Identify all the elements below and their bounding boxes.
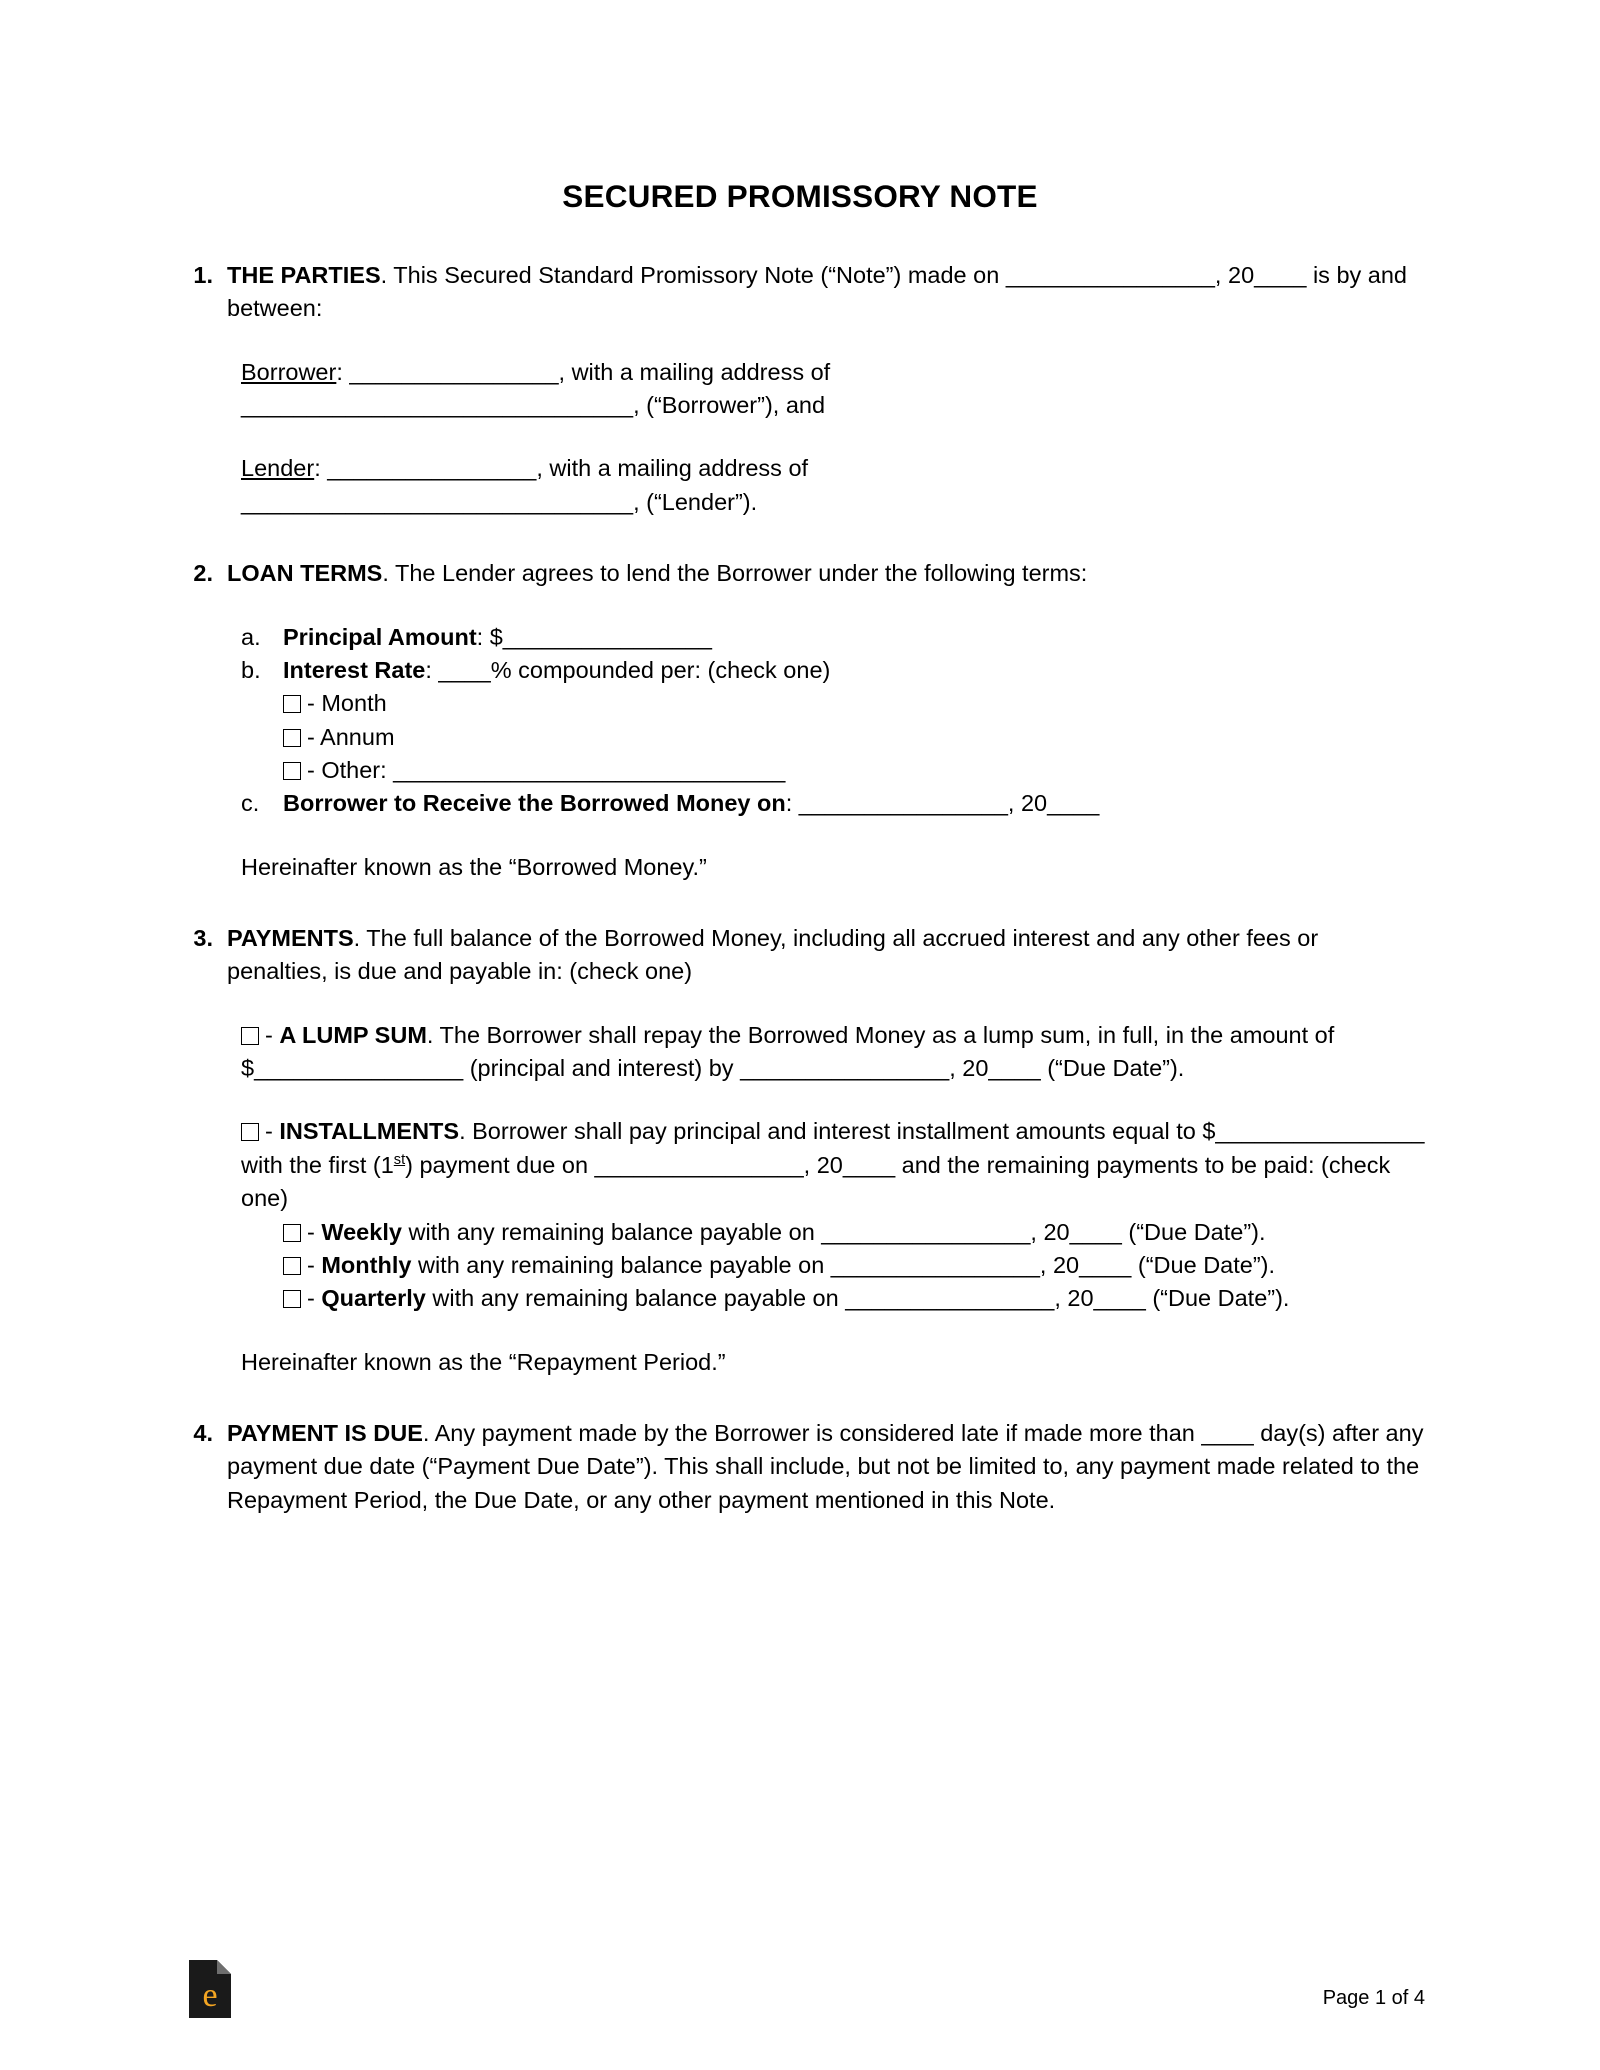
installments-text-1: . Borrower shall pay principal and interest installment amounts equal to $________________ with the first (1	[241, 1118, 1425, 1178]
weekly-text: with any remaining balance payable on ________________, 20____ (“Due Date”).	[401, 1218, 1266, 1245]
list-text	[283, 654, 1425, 687]
section-the-parties	[175, 259, 1425, 326]
quarterly-dash: -	[307, 1285, 322, 1312]
checkbox-icon[interactable]	[241, 1027, 259, 1045]
monthly-label: Monthly	[321, 1251, 412, 1278]
interest-option-annum[interactable]	[241, 721, 1425, 754]
interest-option-other-label: - Other: ______________________________	[307, 756, 786, 783]
section-number: 2.	[193, 560, 213, 587]
lump-sum-label: A LUMP SUM	[279, 1021, 427, 1048]
lender-line-1	[241, 452, 1425, 485]
page-title: SECURED PROMISSORY NOTE	[562, 178, 1038, 214]
list-letter: b.	[241, 656, 261, 683]
page-number: Page 1 of 4	[1322, 1987, 1425, 2009]
installments-label: INSTALLMENTS	[279, 1118, 460, 1145]
lender-line-1-rest: : ________________, with a mailing address of	[314, 455, 809, 482]
lump-sum-text: . The Borrower shall repay the Borrowed Money as a lump sum, in full, in the amount of $________________ (principal and interest) by ________________, 20____ (“Due Date”).	[241, 1021, 1335, 1082]
list-text	[283, 621, 1425, 654]
monthly-dash: -	[307, 1251, 322, 1278]
loan-term-receive-date	[241, 787, 1425, 820]
section-1-intro-text: . This Secured Standard Promissory Note (“Note”) made on ________________, 20____ is by and between:	[227, 262, 1407, 322]
borrower-line-2: ______________________________, (“Borrower”), and	[241, 392, 826, 419]
section-number: 4.	[193, 1419, 213, 1446]
lender-block	[241, 452, 1425, 519]
section-4-heading: PAYMENT IS DUE	[227, 1419, 423, 1446]
installments-dash: -	[265, 1118, 280, 1145]
borrower-line-1	[241, 356, 1425, 389]
section-3-heading: PAYMENTS	[227, 925, 354, 952]
section-payments	[175, 922, 1425, 989]
quarterly-label: Quarterly	[321, 1285, 426, 1312]
repayment-period-hereinafter: Hereinafter known as the “Repayment Period.”	[241, 1348, 726, 1375]
checkbox-icon[interactable]	[283, 1224, 301, 1242]
check-line	[283, 754, 1425, 787]
section-loan-terms	[175, 557, 1425, 590]
interest-rate-field[interactable]: : ____% compounded per: (check one)	[425, 656, 831, 683]
section-3-intro-text: . The full balance of the Borrowed Money, including all accrued interest and any other fees or penalties, is due and payable in: (check one)	[227, 925, 1319, 985]
check-line	[283, 687, 1425, 720]
eforms-logo	[185, 1958, 237, 2020]
lump-sum-dash: -	[265, 1021, 280, 1048]
receive-money-field[interactable]: : ________________, 20____	[785, 790, 1100, 817]
lender-label: Lender	[241, 455, 315, 482]
loan-term-principal	[241, 621, 1425, 654]
check-line	[283, 721, 1425, 754]
installments-ordinal-suffix: st	[393, 1152, 406, 1168]
interest-option-annum-label: - Annum	[307, 723, 395, 750]
section-payment-is-due	[175, 1417, 1425, 1517]
checkbox-icon[interactable]	[283, 1257, 301, 1275]
weekly-dash: -	[307, 1218, 322, 1245]
interest-option-other[interactable]	[241, 754, 1425, 787]
section-body	[227, 259, 1425, 326]
borrower-block	[241, 356, 1425, 423]
lump-sum-paragraph	[241, 1019, 1425, 1086]
principal-amount-label: Principal Amount	[283, 623, 477, 650]
lump-sum-option[interactable]	[241, 1019, 1425, 1086]
section-2-heading: LOAN TERMS	[227, 560, 383, 587]
section-2-intro-text: . The Lender agrees to lend the Borrower under the following terms:	[382, 560, 1088, 587]
checkbox-icon[interactable]	[283, 762, 301, 780]
borrowed-money-hereinafter: Hereinafter known as the “Borrowed Money.”	[241, 853, 707, 880]
section-1-intro	[227, 259, 1425, 326]
interest-option-month-label: - Month	[307, 690, 387, 717]
section-number: 1.	[193, 262, 213, 288]
list-text	[283, 787, 1425, 820]
interest-option-month[interactable]	[241, 687, 1425, 720]
weekly-label: Weekly	[321, 1218, 402, 1245]
section-body	[227, 557, 1425, 590]
frequency-option-monthly[interactable]	[283, 1249, 1425, 1282]
svg-text:e: e	[202, 1977, 218, 2014]
section-body	[227, 922, 1425, 989]
section-1-heading: THE PARTIES	[227, 262, 381, 288]
installments-option[interactable]	[241, 1115, 1425, 1315]
section-2-intro	[227, 557, 1425, 590]
borrower-label: Borrower	[241, 358, 337, 385]
checkbox-icon[interactable]	[241, 1123, 259, 1141]
principal-amount-field[interactable]: : $________________	[476, 623, 712, 650]
checkbox-icon[interactable]	[283, 695, 301, 713]
list-letter: c.	[241, 790, 260, 817]
section-body	[227, 1417, 1425, 1517]
lender-line-2: ______________________________, (“Lender”).	[241, 488, 758, 515]
loan-term-interest-rate	[241, 654, 1425, 687]
installments-text-2: ) payment due on ________________, 20____ and the remaining payments to be paid: (check one)	[241, 1151, 1391, 1212]
frequency-option-weekly[interactable]	[283, 1216, 1425, 1249]
checkbox-icon[interactable]	[283, 729, 301, 747]
monthly-text: with any remaining balance payable on ________________, 20____ (“Due Date”).	[411, 1251, 1276, 1278]
section-4-intro-text: . Any payment made by the Borrower is considered late if made more than ____ day(s) after any payment due date (“Payment Due Date”). This shall include, but not be limited to, any payment made related to the Repayment Period, the Due Date, or any other payment mentioned in this Note.	[227, 1419, 1424, 1513]
receive-money-label: Borrower to Receive the Borrowed Money on	[283, 790, 786, 817]
section-3-intro	[227, 922, 1425, 989]
frequency-option-quarterly[interactable]	[283, 1282, 1425, 1315]
interest-rate-label: Interest Rate	[283, 656, 426, 683]
quarterly-text: with any remaining balance payable on ________________, 20____ (“Due Date”).	[425, 1285, 1290, 1312]
list-letter: a.	[241, 623, 261, 650]
section-4-intro	[227, 1417, 1425, 1517]
checkbox-icon[interactable]	[283, 1290, 301, 1308]
installments-paragraph	[241, 1115, 1425, 1215]
borrower-line-1-rest: : ________________, with a mailing address of	[336, 358, 831, 385]
section-number: 3.	[193, 925, 213, 952]
